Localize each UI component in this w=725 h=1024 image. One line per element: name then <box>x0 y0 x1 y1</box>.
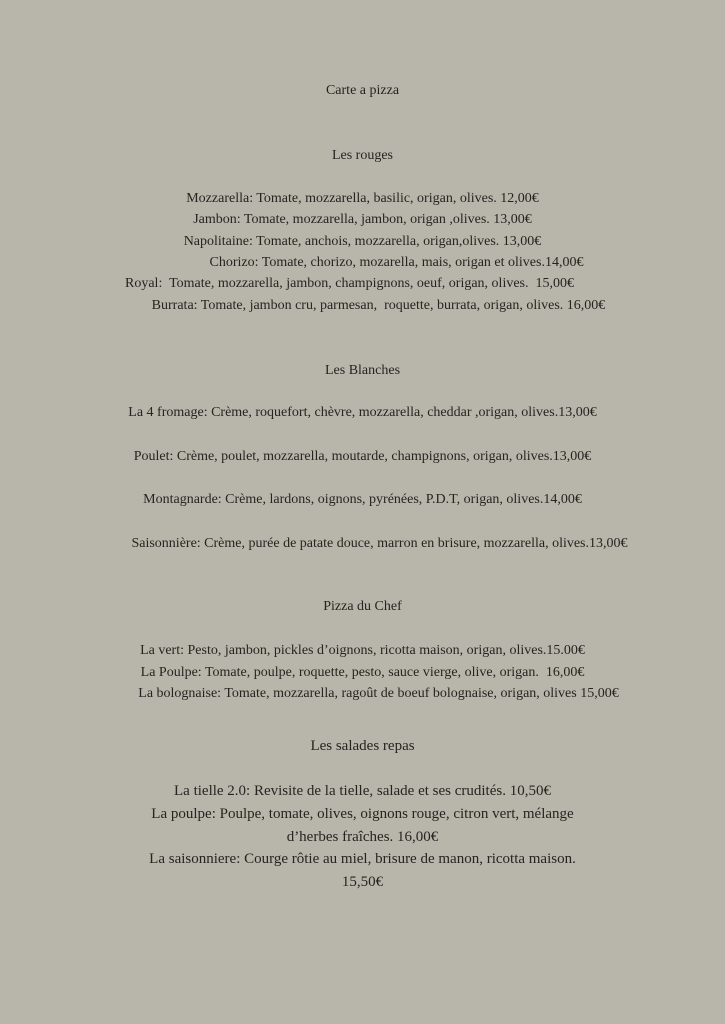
menu-item: La tielle 2.0: Revisite de la tielle, salade et ses crudités. 10,50€ <box>174 783 551 799</box>
menu-item: Burrata: Tomate, jambon cru, parmesan, roquette, burrata, origan, olives. 16,00€ <box>151 298 606 313</box>
menu-item-continuation: 15,50€ <box>341 874 384 890</box>
menu-item: Mozzarella: Tomate, mozzarella, basilic, origan, olives. 12,00€ <box>186 191 539 206</box>
menu-item: La 4 fromage: Crème, roquefort, chèvre, mozzarella, cheddar ,origan, olives.13,00€ <box>128 405 597 420</box>
menu-item: Chorizo: Tomate, chorizo, mozarella, mais, origan et olives.14,00€ <box>209 255 584 270</box>
section-heading-chef: Pizza du Chef <box>323 599 402 614</box>
menu-item: Poulet: Crème, poulet, mozzarella, moutarde, champignons, origan, olives.13,00€ <box>133 449 592 464</box>
menu-item: Napolitaine: Tomate, anchois, mozzarella, origan,olives. 13,00€ <box>183 234 542 249</box>
menu-item: La saisonniere: Courge rôtie au miel, brisure de manon, ricotta maison. <box>149 851 576 867</box>
menu-item-continuation: d’herbes fraîches. 16,00€ <box>286 829 439 845</box>
section-heading-rouges: Les rouges <box>331 148 394 163</box>
menu-item: La poulpe: Poulpe, tomate, olives, oignons rouge, citron vert, mélange <box>151 806 574 822</box>
menu-item: Royal: Tomate, mozzarella, jambon, champignons, oeuf, origan, olives. 15,00€ <box>125 276 574 291</box>
section-heading-salades: Les salades repas <box>310 738 415 754</box>
menu-item: La bolognaise: Tomate, mozzarella, ragoût de boeuf bolognaise, origan, olives 15,00€ <box>138 686 619 701</box>
menu-item: La vert: Pesto, jambon, pickles d’oignons, ricotta maison, origan, olives.15.00€ <box>140 643 585 658</box>
menu-item: La Poulpe: Tomate, poulpe, roquette, pesto, sauce vierge, olive, origan. 16,00€ <box>140 665 585 680</box>
menu-item: Montagnarde: Crème, lardons, oignons, pyrénées, P.D.T, origan, olives.14,00€ <box>143 492 582 507</box>
menu-item: Jambon: Tomate, mozzarella, jambon, origan ,olives. 13,00€ <box>193 212 532 227</box>
menu-item: Saisonnière: Crème, purée de patate douce, marron en brisure, mozzarella, olives.13,00€ <box>131 536 628 551</box>
menu-title: Carte a pizza <box>325 83 400 98</box>
section-heading-blanches: Les Blanches <box>324 363 401 378</box>
